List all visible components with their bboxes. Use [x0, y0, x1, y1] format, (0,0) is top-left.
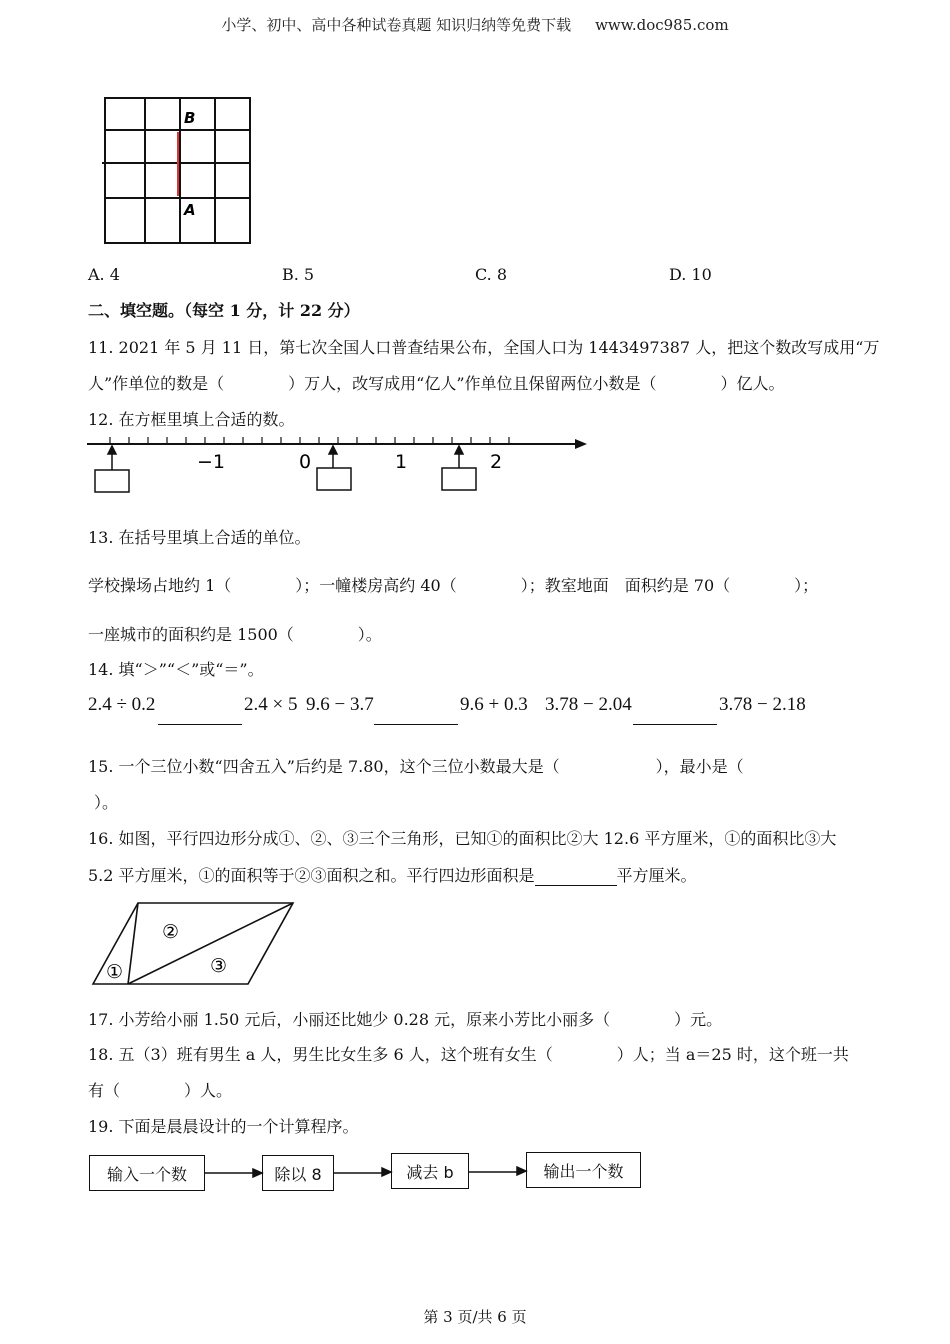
q10-option-a: A. 4 — [88, 265, 120, 284]
q11-line1: 11. 2021 年 5 月 11 日，第七次全国人口普查结果公布，全国人口为 1443497387 人，把这个数改写成用“万 — [88, 338, 880, 357]
q15-line1: 15. 一个三位小数“四舍五入”后约是 7.80，这个三位小数最大是（ ），最小是（ — [88, 757, 744, 776]
answer-box-3[interactable] — [442, 468, 476, 490]
q12-number-line — [85, 432, 595, 498]
q14-pair3-left: 3.78 − 2.04 — [545, 694, 632, 715]
answer-box-1[interactable] — [95, 470, 129, 492]
q10-option-d: D. 10 — [669, 265, 712, 284]
q13-line1: 学校操场占地约 1（ ）；一幢楼房高约 40（ ）；教室地面 面积约是 70（ ）； — [88, 576, 819, 595]
q14-blank-3[interactable] — [633, 724, 717, 725]
number-line-label-neg1: −1 — [197, 451, 226, 473]
q14-blank-1[interactable] — [158, 724, 242, 725]
grid-label-b: B — [184, 109, 196, 127]
q16-line2-text: 5.2 平方厘米，①的面积等于②③面积之和。平行四边形面积是 — [88, 866, 535, 885]
q14-blank-2[interactable] — [374, 724, 458, 725]
q18-line2: 有（ ）人。 — [88, 1081, 233, 1100]
region-label-1: ① — [106, 961, 124, 983]
flow-step-subtract: 减去 b — [391, 1153, 469, 1189]
q11-line2: 人”作单位的数是（ ）万人，改写成用“亿人”作单位且保留两位小数是（ ）亿人。 — [88, 374, 785, 393]
q10-option-b: B. 5 — [282, 265, 315, 284]
region-label-2: ② — [162, 921, 180, 943]
flow-arrows — [205, 1165, 530, 1181]
flow-step-output: 输出一个数 — [526, 1152, 641, 1188]
section-2-title: 二、填空题。（每空 1 分，计 22 分） — [88, 301, 360, 320]
grid-lines — [102, 98, 250, 243]
q16-line1: 16. 如图，平行四边形分成①、②、③三个三角形，已知①的面积比②大 12.6 平方厘米，①的面积比③大 — [88, 829, 837, 848]
q16-line2 — [88, 866, 697, 886]
flow-step-divide: 除以 8 — [262, 1155, 334, 1191]
q15-line2: ）。 — [94, 793, 119, 812]
q12-text: 12. 在方框里填上合适的数。 — [88, 410, 295, 429]
header-url: www.doc985.com — [595, 16, 729, 34]
q16-answer-blank[interactable] — [535, 869, 617, 886]
q10-option-c: C. 8 — [475, 265, 508, 284]
q13-text: 13. 在括号里填上合适的单位。 — [88, 528, 311, 547]
answer-box-2[interactable] — [317, 468, 351, 490]
q14-text: 14. 填“＞”“＜”或“＝”。 — [88, 660, 264, 679]
header-title: 小学、初中、高中各种试卷真题 知识归纳等免费下载 — [221, 16, 572, 34]
q16-line2-unit: 平方厘米。 — [616, 866, 697, 885]
q14-pair1-right: 2.4 × 5 — [244, 694, 298, 715]
number-line-arrowhead — [575, 439, 587, 449]
q16-parallelogram-figure — [88, 898, 298, 990]
q13-line2: 一座城市的面积约是 1500（ ）。 — [88, 625, 382, 644]
q18-line1: 18. 五（3）班有男生 a 人，男生比女生多 6 人，这个班有女生（ ）人；当 a＝25 时，这个班一共 — [88, 1045, 849, 1064]
number-line-ticks — [110, 437, 509, 444]
q14-pair1-left: 2.4 ÷ 0.2 — [88, 694, 156, 715]
flow-step-input: 输入一个数 — [89, 1155, 205, 1191]
page-footer: 第 3 页/共 6 页 — [423, 1308, 527, 1326]
q14-pair2-right: 9.6 + 0.3 — [460, 694, 528, 715]
q14-pair2-left: 9.6 − 3.7 — [306, 694, 374, 715]
region-label-3: ③ — [210, 955, 228, 977]
grid-label-a: A — [184, 201, 196, 219]
q19-text: 19. 下面是晨晨设计的一个计算程序。 — [88, 1117, 359, 1136]
page-header — [0, 14, 950, 35]
number-line-pointers — [108, 446, 463, 470]
q17-text: 17. 小芳给小丽 1.50 元后，小丽还比她少 0.28 元，原来小芳比小丽多（ ）元。 — [88, 1010, 723, 1029]
number-line-label-1: 1 — [395, 451, 408, 473]
number-line-label-2: 2 — [490, 451, 503, 473]
number-line-label-0: 0 — [299, 451, 312, 473]
q14-pair3-right: 3.78 − 2.18 — [719, 694, 806, 715]
q10-grid-figure — [100, 95, 255, 247]
